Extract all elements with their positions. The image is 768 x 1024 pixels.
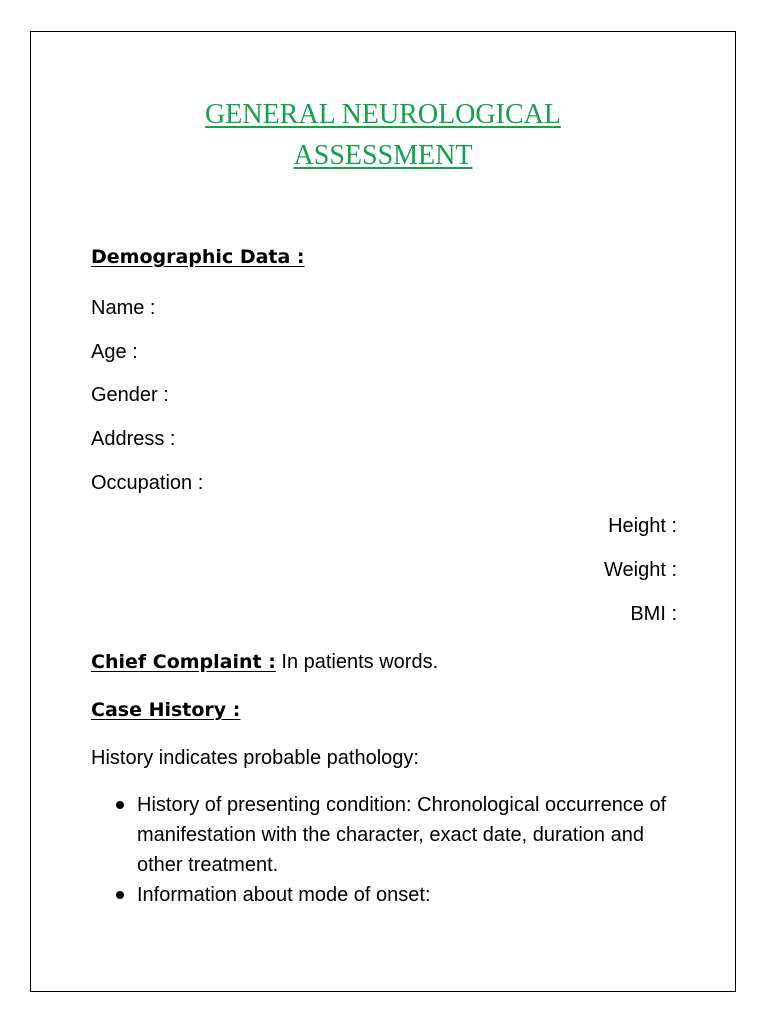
- case-history-heading: Case History :: [91, 699, 241, 721]
- list-item-text: Information about mode of onset:: [137, 884, 431, 906]
- bullet-icon: [116, 891, 124, 899]
- list-item: [91, 880, 691, 910]
- name-field-label: Name :: [91, 297, 156, 319]
- list-item: [91, 790, 691, 880]
- bmi-field-label: BMI :: [630, 603, 677, 625]
- list-item-text: History of presenting condition: Chronological occurrence of manifestation with the character, exact date, duration and other treatment.: [137, 794, 667, 876]
- title-line-2: ASSESSMENT: [293, 140, 473, 171]
- document-page: [30, 31, 736, 992]
- demographic-heading: Demographic Data :: [91, 246, 305, 268]
- chief-complaint-text: In patients words.: [275, 651, 439, 673]
- address-field-label: Address :: [91, 428, 176, 450]
- bullet-icon: [116, 801, 124, 809]
- weight-field-label: Weight :: [604, 559, 677, 581]
- height-field-label: Height :: [608, 515, 677, 537]
- case-history-bullet-list: [91, 790, 691, 910]
- gender-field-label: Gender :: [91, 384, 169, 406]
- age-field-label: Age :: [91, 341, 138, 363]
- chief-complaint-row: [91, 650, 438, 674]
- case-history-intro: History indicates probable pathology:: [91, 747, 419, 769]
- document-title: [31, 94, 735, 176]
- occupation-field-label: Occupation :: [91, 472, 204, 494]
- title-line-1: GENERAL NEUROLOGICAL: [205, 99, 561, 130]
- chief-complaint-heading: Chief Complaint :: [91, 651, 276, 673]
